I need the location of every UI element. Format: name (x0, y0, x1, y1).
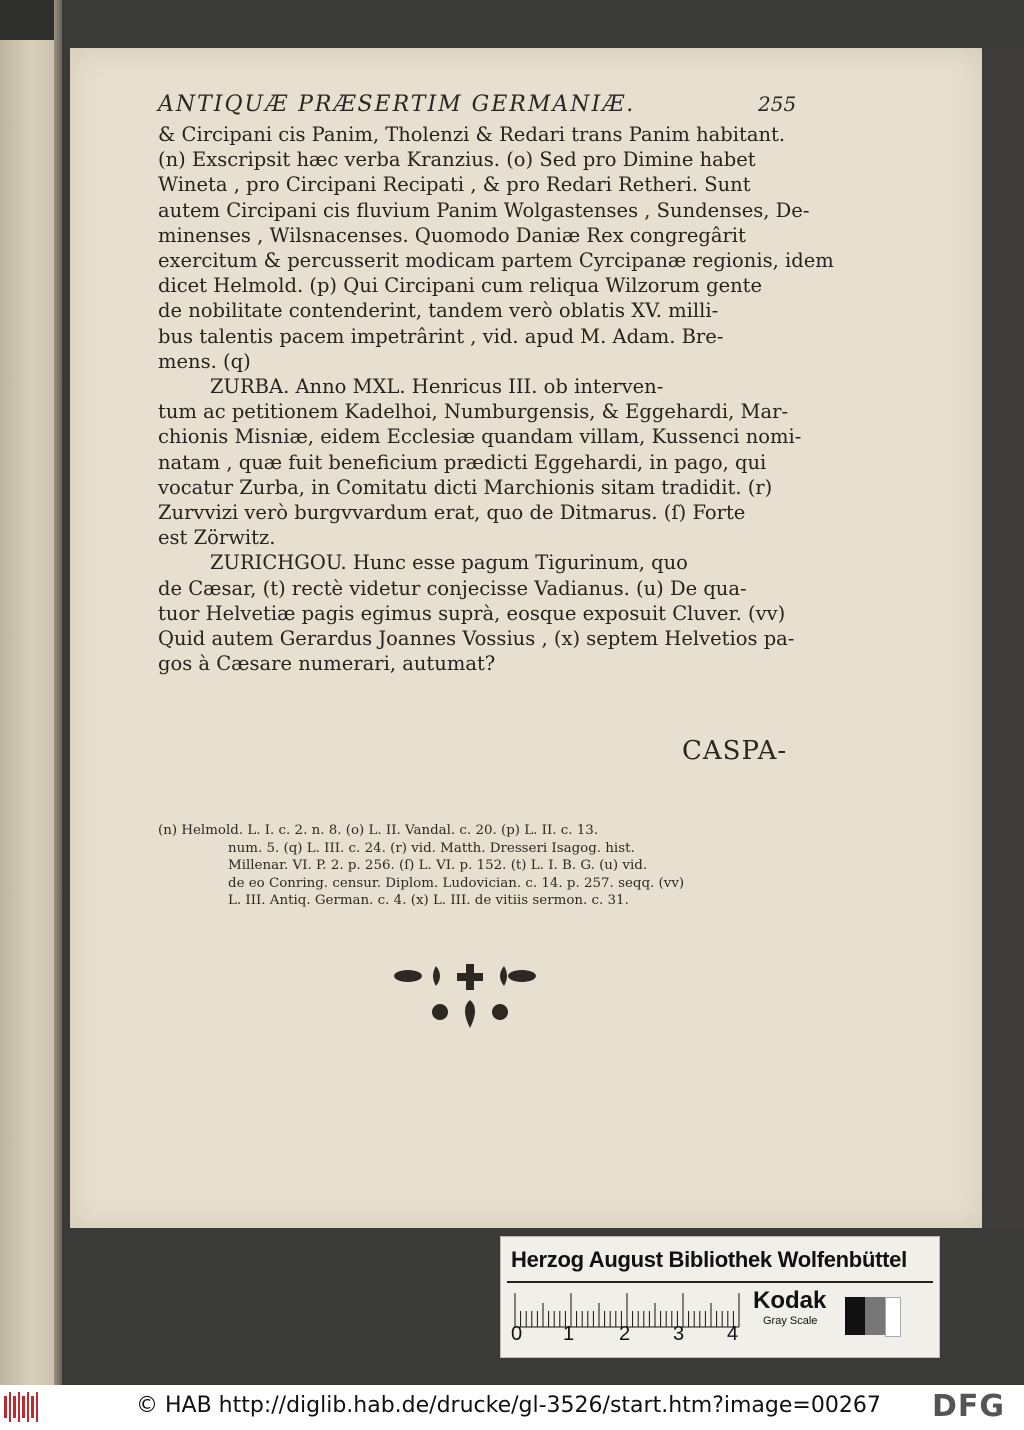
running-head: ANTIQUÆ PRÆSERTIM GERMANIÆ. (158, 92, 636, 117)
text-line: dicet Helmold. (p) Qui Circipani cum reliqua Wilzorum gente (158, 274, 763, 298)
ruler-number: 0 (511, 1323, 523, 1345)
scan-margin (982, 48, 1024, 1228)
paragraph (158, 374, 802, 550)
catchword: CASPA- (682, 736, 788, 766)
text-line: Quid autem Gerardus Joannes Vossius , (x) septem Helvetios pa- (158, 627, 795, 651)
footnote-line: (n) Helmold. L. I. c. 2. n. 8. (o) L. II. Vandal. c. 20. (p) L. II. c. 13. (158, 823, 599, 838)
text-line: de nobilitate contenderint, tandem verò oblatis XV. milli- (158, 299, 719, 323)
black-swatch (845, 1297, 865, 1335)
text-line: tum ac petitionem Kadelhoi, Numburgensis, & Eggehardi, Mar- (158, 400, 789, 424)
gray-scale-label: Gray Scale (763, 1315, 818, 1327)
footnote-line: num. 5. (q) L. III. c. 24. (r) vid. Matth. Dresseri Isagog. hist. (228, 840, 635, 856)
printers-ornament (380, 962, 560, 1032)
footnotes (158, 822, 798, 910)
text-line: natam , quæ fuit beneficium prædicti Eggehardi, in pago, qui (158, 450, 767, 474)
footer-bar (0, 1385, 1024, 1430)
text-line: (n) Exscripsit hæc verba Kranzius. (o) Sed pro Dimine habet (158, 148, 756, 172)
white-swatch (885, 1297, 901, 1337)
text-line: ZURBA. Anno MXL. Henricus III. ob interven- (210, 375, 664, 399)
book-spine (54, 0, 62, 1385)
footnote-line: L. III. Antiq. German. c. 4. (x) L. III. de vitiis sermon. c. 31. (228, 893, 629, 909)
text-line: exercitum & percusserit modicam partem Cyrcipanæ regionis, idem (158, 249, 834, 273)
ruler-number: 1 (563, 1323, 575, 1345)
footnote-line: Millenar. VI. P. 2. p. 256. (ſ) L. VI. p. 152. (t) L. I. B. G. (u) vid. (228, 858, 648, 874)
ruler-number: 3 (673, 1323, 685, 1345)
library-name: Herzog August Bibliothek Wolfenbüttel (511, 1247, 907, 1272)
kodak-logo: Kodak (753, 1287, 827, 1314)
ruler-number: 4 (727, 1323, 739, 1345)
text-line: ZURICHGOU. Hunc esse pagum Tigurinum, quo (210, 551, 688, 575)
text-line: chionis Misniæ, eidem Ecclesiæ quandam villam, Kussenci nomi- (158, 425, 802, 449)
body-text (158, 122, 834, 676)
text-line: Zurvvizi verò burgvvardum erat, quo de Ditmarus. (ſ) Forte (158, 501, 746, 525)
text-line: gos à Cæsare numerari, autumat? (158, 652, 496, 676)
paragraph (158, 122, 834, 374)
card-divider (507, 1281, 933, 1283)
footnote-line: de eo Conring. censur. Diplom. Ludovician. c. 14. p. 257. seqq. (vv) (228, 875, 685, 891)
barcode-icon (4, 1392, 40, 1422)
text-line: est Zörwitz. (158, 526, 276, 550)
text-line: vocatur Zurba, in Comitatu dicti Marchionis sitam tradidit. (r) (158, 475, 773, 499)
text-line: Wineta , pro Circipani Recipati , & pro Redari Retheri. Sunt (158, 173, 751, 197)
text-line: autem Circipani cis fluvium Panim Wolgastenses , Sundenses, De- (158, 198, 810, 222)
ruler-number: 2 (619, 1323, 631, 1345)
facing-page-edge (0, 0, 62, 1385)
text-line: de Cæsar, (t) rectè videtur conjecisse Vadianus. (u) De qua- (158, 576, 747, 600)
color-reference-card (500, 1236, 940, 1358)
gray-swatch (865, 1297, 885, 1335)
page-number: 255 (758, 92, 797, 116)
text-line: & Circipani cis Panim, Tholenzi & Redari trans Panim habitant. (158, 123, 786, 146)
paragraph (158, 550, 795, 676)
copyright-link[interactable]: © HAB http://diglib.hab.de/drucke/gl-3526/start.htm?image=00267 (136, 1393, 881, 1418)
scan-background (0, 0, 62, 40)
text-line: minenses , Wilsnacenses. Quomodo Daniæ Rex congregârit (158, 223, 746, 247)
text-line: bus talentis pacem impetrârint , vid. apud M. Adam. Bre- (158, 324, 724, 348)
dfg-logo: DFG (932, 1389, 1006, 1424)
text-line: mens. (q) (158, 349, 251, 373)
text-line: tuor Helvetiæ pagis egimus suprà, eosque exposuit Cluver. (vv) (158, 601, 786, 625)
